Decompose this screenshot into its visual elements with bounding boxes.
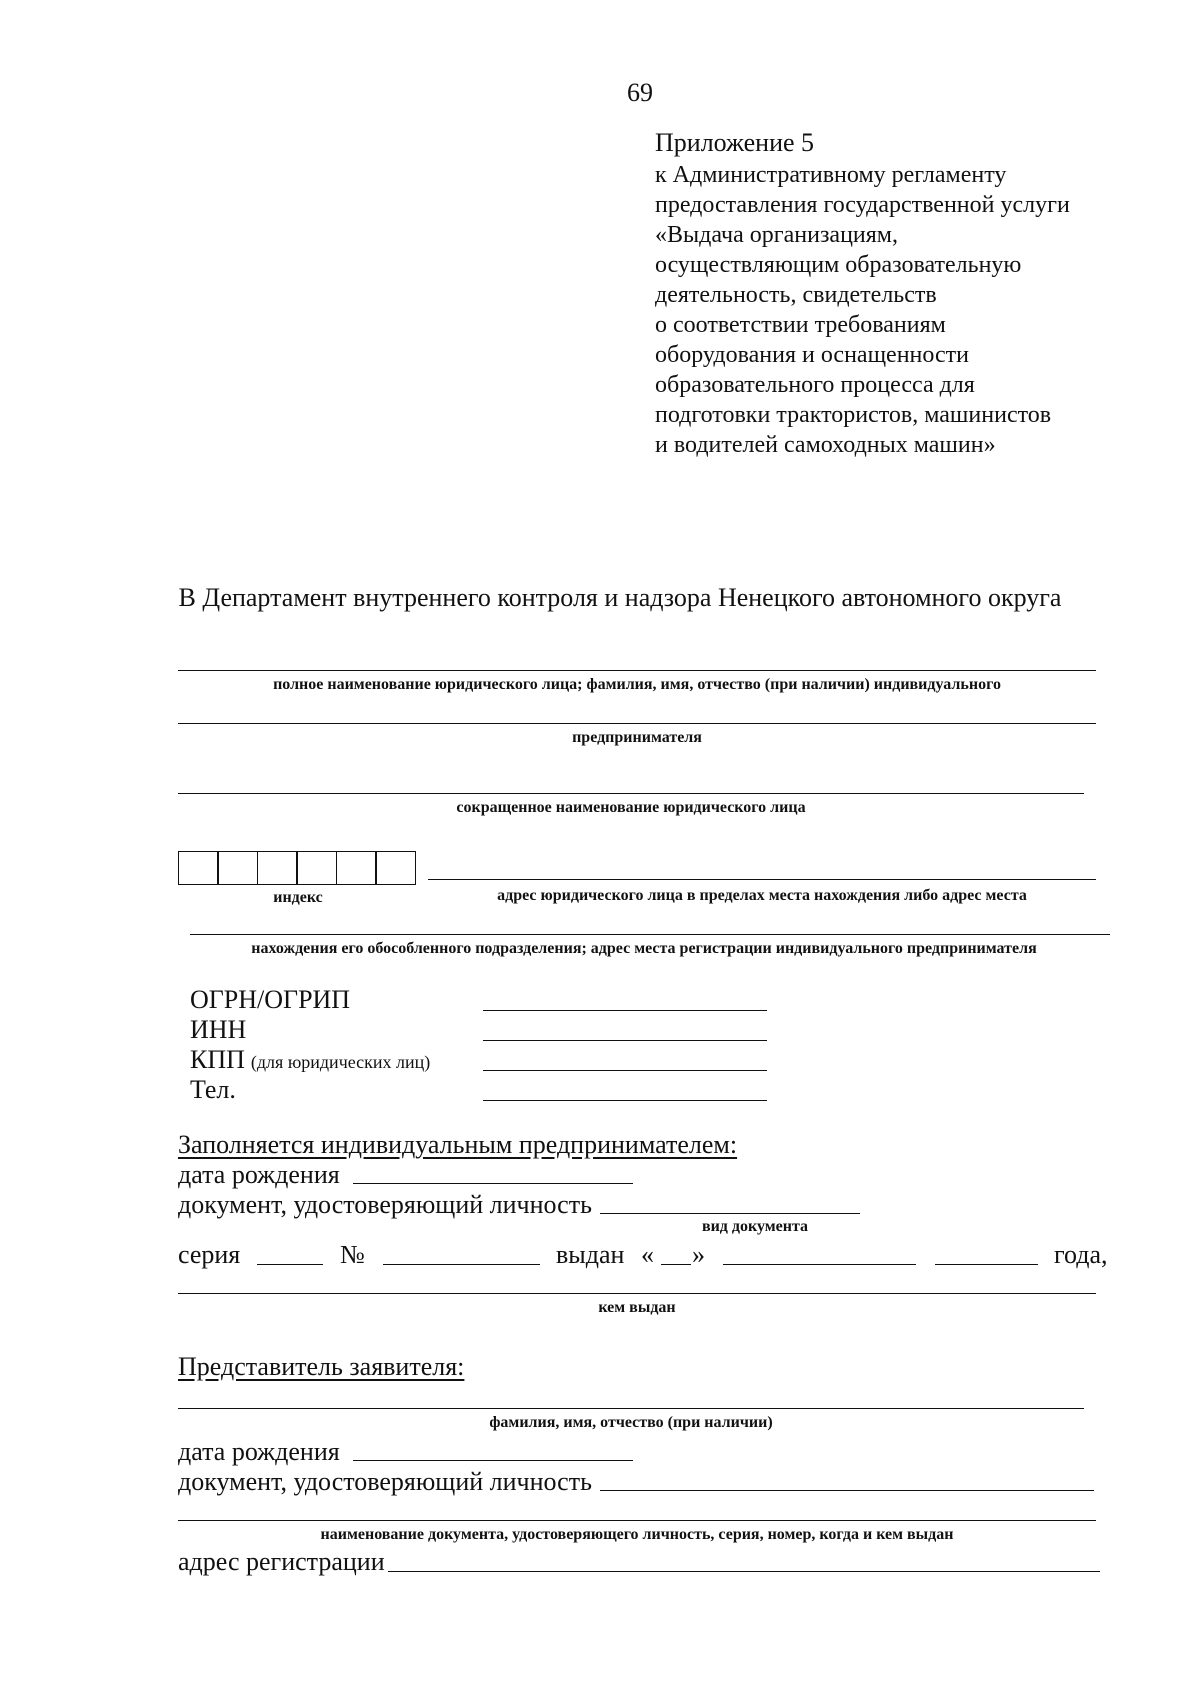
representative-doc-caption: наименование документа, удостоверяющего личность, серия, номер, когда и кем выдан xyxy=(320,1526,954,1543)
address-caption-continued: нахождения его обособленного подразделения; адрес места регистрации индивидуального предпринимателя xyxy=(251,940,1037,957)
series-field[interactable] xyxy=(257,1264,323,1265)
annex-line: о соответствии требованиям xyxy=(655,312,946,338)
representative-fio-field[interactable] xyxy=(178,1408,1084,1409)
representative-fio-caption: фамилия, имя, отчество (при наличии) xyxy=(489,1414,773,1431)
annex-header xyxy=(655,128,1070,460)
representative-identity-doc-field[interactable] xyxy=(600,1490,1094,1491)
series-label: серия xyxy=(178,1240,241,1269)
index-digit-box[interactable] xyxy=(296,851,337,885)
page-number: 69 xyxy=(627,78,653,107)
issued-by-field[interactable] xyxy=(178,1293,1096,1294)
quote-close: » xyxy=(692,1240,705,1269)
representative-birth-date-field[interactable] xyxy=(353,1460,633,1461)
representative-identity-doc-label: документ, удостоверяющий личность xyxy=(178,1467,592,1496)
representative-doc-details-field[interactable] xyxy=(178,1520,1096,1521)
postal-index-boxes[interactable] xyxy=(178,851,414,885)
number-field[interactable] xyxy=(383,1264,540,1265)
representative-heading: Представитель заявителя: xyxy=(178,1352,465,1381)
address-field-continued[interactable] xyxy=(190,934,1110,935)
kpp-note: (для юридических лиц) xyxy=(250,1052,431,1072)
index-digit-box[interactable] xyxy=(375,851,416,885)
ogrn-field[interactable] xyxy=(483,1010,767,1011)
individual-doc-type-field[interactable] xyxy=(600,1213,860,1214)
index-digit-box[interactable] xyxy=(257,851,298,885)
full-name-field[interactable] xyxy=(178,670,1096,671)
issue-year-field[interactable] xyxy=(935,1264,1038,1265)
individual-identity-doc-label: документ, удостоверяющий личность xyxy=(178,1190,592,1219)
ogrn-label: ОГРН/ОГРИП xyxy=(190,985,351,1014)
full-name-caption-continued: предпринимателя xyxy=(572,729,702,746)
address-field[interactable] xyxy=(428,879,1096,880)
index-digit-box[interactable] xyxy=(217,851,258,885)
annex-line: оборудования и оснащенности xyxy=(655,342,969,368)
index-caption: индекс xyxy=(273,889,323,906)
short-name-caption: сокращенное наименование юридического лица xyxy=(456,799,806,816)
registration-address-label: адрес регистрации xyxy=(178,1547,385,1576)
issued-label: выдан xyxy=(556,1240,625,1269)
tel-field[interactable] xyxy=(483,1100,767,1101)
inn-label: ИНН xyxy=(190,1015,247,1044)
individual-heading: Заполняется индивидуальным предпринимателем: xyxy=(178,1130,738,1159)
registration-address-field[interactable] xyxy=(388,1571,1100,1572)
annex-line: деятельность, свидетельств xyxy=(655,282,937,308)
doc-type-caption: вид документа xyxy=(701,1218,809,1235)
annex-title: Приложение 5 xyxy=(655,128,815,157)
annex-line: «Выдача организациям, xyxy=(655,222,898,248)
address-caption: адрес юридического лица в пределах места нахождения либо адрес места xyxy=(497,887,1027,904)
full-name-field-continued[interactable] xyxy=(178,723,1096,724)
annex-line: к Административному регламенту xyxy=(655,162,1007,188)
individual-birth-date-field[interactable] xyxy=(353,1183,633,1184)
issued-by-caption: кем выдан xyxy=(598,1299,676,1316)
kpp-label: КПП xyxy=(190,1045,245,1074)
short-name-field[interactable] xyxy=(178,793,1084,794)
representative-birth-date-label: дата рождения xyxy=(178,1437,340,1466)
annex-line: предоставления государственной услуги xyxy=(655,192,1070,218)
annex-line: образовательного процесса для xyxy=(655,372,975,398)
full-name-caption: полное наименование юридического лица; фамилия, имя, отчество (при наличии) индивидуального xyxy=(273,676,1001,693)
index-digit-box[interactable] xyxy=(336,851,377,885)
addressee: В Департамент внутреннего контроля и надзора Ненецкого автономного округа xyxy=(178,583,1062,612)
kpp-field[interactable] xyxy=(483,1070,767,1071)
index-digit-box[interactable] xyxy=(178,851,219,885)
year-label: года, xyxy=(1054,1240,1108,1269)
issue-month-field[interactable] xyxy=(723,1264,916,1265)
number-sign: № xyxy=(340,1240,365,1269)
annex-line: и водителей самоходных машин» xyxy=(655,432,996,458)
individual-birth-date-label: дата рождения xyxy=(178,1160,340,1189)
annex-line: подготовки трактористов, машинистов xyxy=(655,402,1052,428)
annex-line: осуществляющим образовательную xyxy=(655,252,1022,278)
issue-day-field[interactable] xyxy=(661,1264,691,1265)
quote-open: « xyxy=(641,1240,654,1269)
tel-label: Тел. xyxy=(190,1075,236,1104)
inn-field[interactable] xyxy=(483,1040,767,1041)
